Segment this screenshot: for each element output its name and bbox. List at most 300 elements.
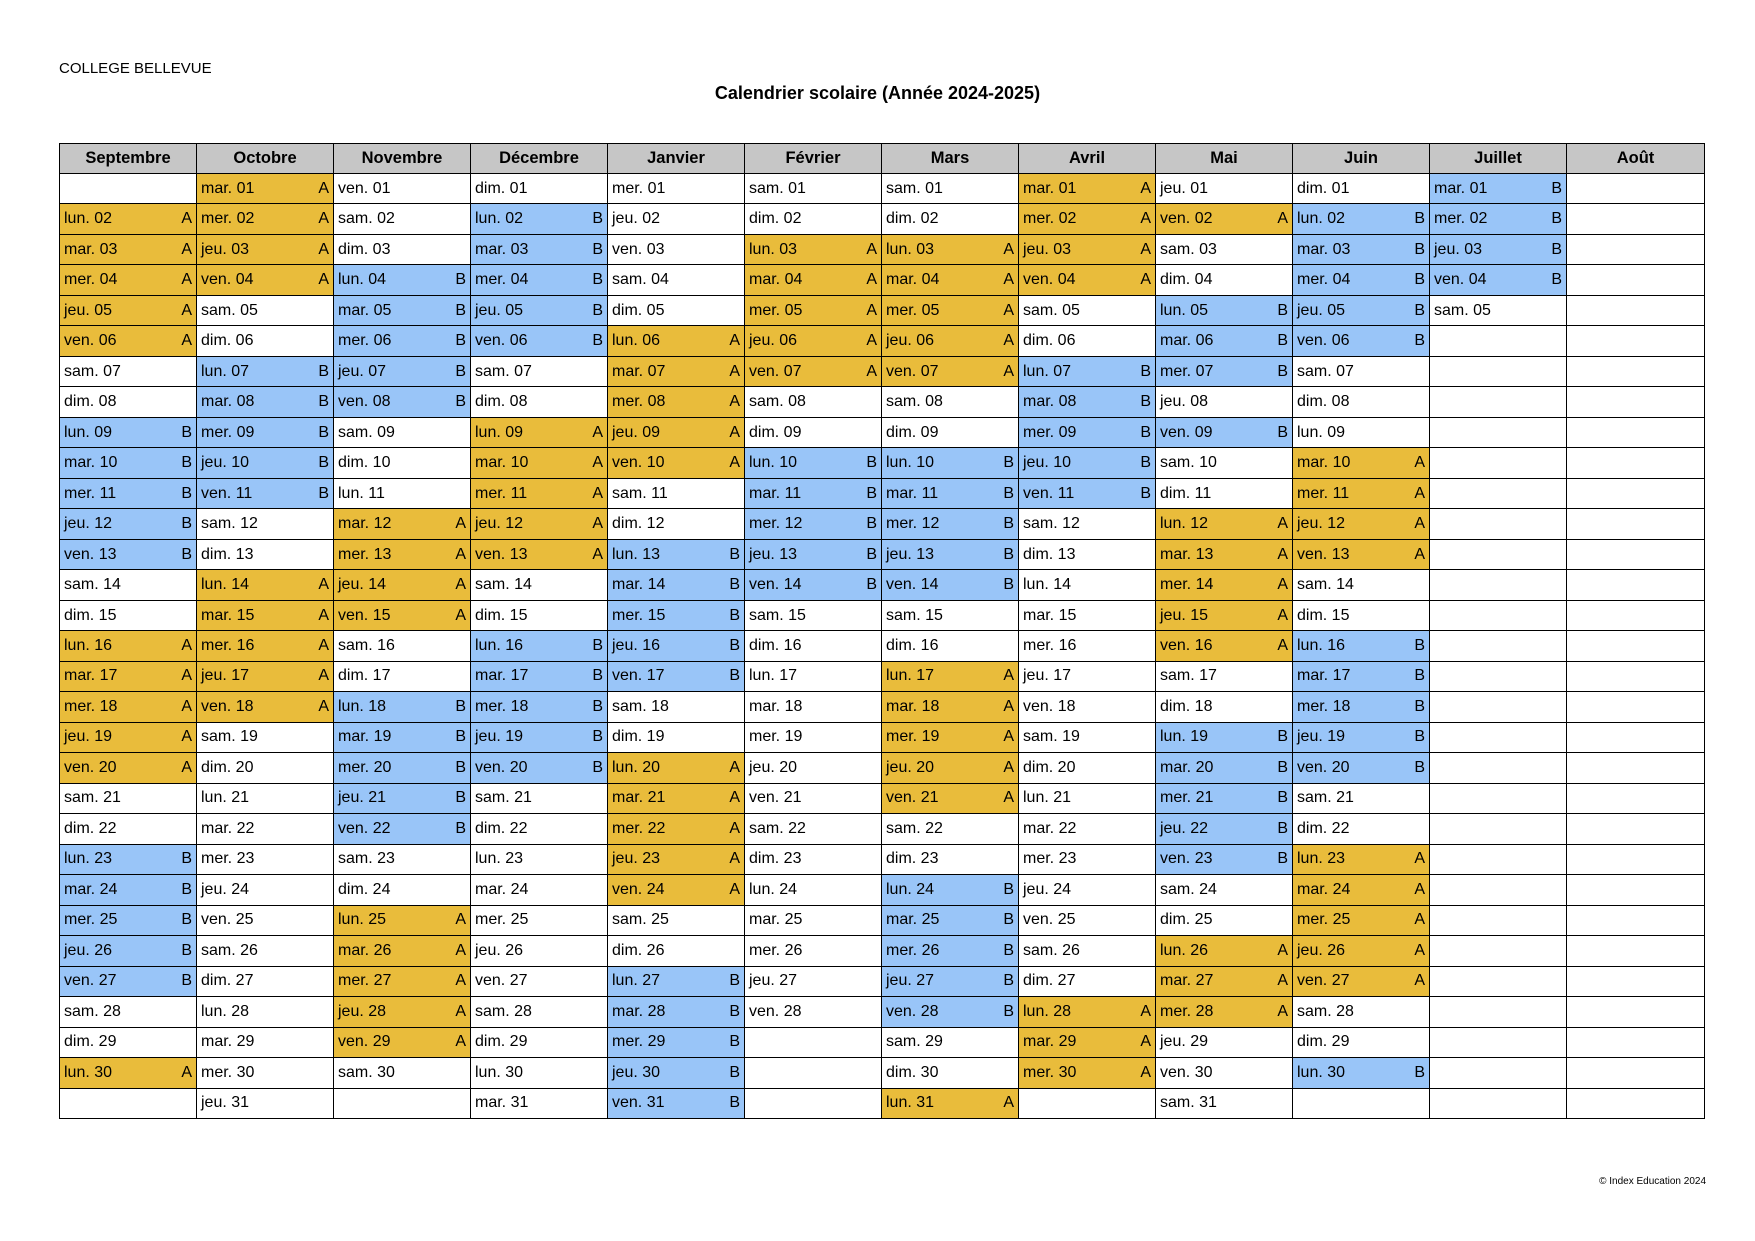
day-cell: [745, 936, 882, 966]
day-cell: [334, 326, 471, 356]
day-cell: [1019, 997, 1156, 1027]
day-cell: [1293, 174, 1430, 204]
day-cell: [1430, 509, 1567, 539]
day-cell: [471, 326, 608, 356]
day-cell: [1430, 845, 1567, 875]
day-label: mar. 11: [886, 484, 939, 502]
day-label: sam. 08: [749, 393, 806, 411]
day-cell: [1567, 265, 1705, 295]
week-letter: B: [1414, 240, 1425, 258]
day-cell: [882, 418, 1019, 448]
day-label: jeu. 27: [749, 972, 798, 990]
day-cell: [1156, 1089, 1293, 1119]
week-letter: A: [1414, 911, 1425, 929]
day-cell: [197, 326, 334, 356]
day-cell: [197, 265, 334, 295]
day-cell: [1430, 662, 1567, 692]
week-letter: A: [455, 576, 466, 594]
week-letter: A: [1414, 850, 1425, 868]
day-label: mar. 15: [1023, 606, 1077, 624]
day-label: mar. 01: [1023, 179, 1077, 197]
day-cell: [1567, 723, 1705, 753]
day-label: mar. 10: [64, 454, 118, 472]
day-label: sam. 10: [1160, 454, 1217, 472]
day-cell: [745, 845, 882, 875]
day-cell: [1430, 1058, 1567, 1088]
week-letter: A: [455, 545, 466, 563]
day-cell: [1567, 540, 1705, 570]
day-label: mer. 07: [1160, 362, 1214, 380]
week-letter: A: [1003, 362, 1014, 380]
day-label: mer. 29: [612, 1033, 666, 1051]
day-cell: [60, 1058, 197, 1088]
day-label: sam. 15: [749, 606, 806, 624]
day-cell: [60, 357, 197, 387]
day-label: mer. 23: [1023, 850, 1077, 868]
day-label: lun. 02: [64, 210, 113, 228]
day-cell: [882, 204, 1019, 234]
week-letter: B: [181, 972, 192, 990]
week-letter: A: [455, 972, 466, 990]
week-letter: B: [1277, 789, 1288, 807]
week-letter: B: [1414, 332, 1425, 350]
day-label: ven. 06: [64, 332, 117, 350]
day-cell: [882, 997, 1019, 1027]
day-label: jeu. 01: [1160, 179, 1209, 197]
day-label: dim. 29: [64, 1033, 117, 1051]
week-letter: A: [1414, 880, 1425, 898]
day-cell: [1430, 418, 1567, 448]
week-letter: B: [1003, 941, 1014, 959]
day-label: dim. 29: [1297, 1033, 1350, 1051]
day-cell: [1430, 601, 1567, 631]
month-column: [608, 144, 745, 1119]
day-cell: [1293, 479, 1430, 509]
day-label: sam. 05: [1434, 301, 1491, 319]
day-cell: [745, 265, 882, 295]
day-label: lun. 26: [1160, 941, 1209, 959]
day-cell: [882, 814, 1019, 844]
day-label: lun. 21: [201, 789, 250, 807]
day-cell: [882, 906, 1019, 936]
day-cell: [882, 1089, 1019, 1119]
week-letter: A: [1277, 545, 1288, 563]
day-label: dim. 16: [749, 637, 802, 654]
day-label: ven. 04: [201, 271, 254, 289]
day-cell: [1430, 448, 1567, 478]
day-label: ven. 28: [749, 1002, 802, 1020]
day-label: dim. 04: [1160, 271, 1213, 289]
day-cell: [608, 997, 745, 1027]
week-letter: B: [592, 332, 603, 350]
week-letter: B: [181, 484, 192, 502]
day-label: sam. 05: [1023, 301, 1080, 319]
day-cell: [1156, 906, 1293, 936]
day-cell: [60, 631, 197, 661]
day-label: ven. 14: [886, 576, 939, 594]
day-label: mar. 18: [886, 697, 940, 715]
week-letter: B: [181, 515, 192, 533]
week-letter: B: [866, 454, 877, 472]
week-letter: A: [1414, 515, 1425, 533]
day-cell: [1293, 1028, 1430, 1058]
day-label: mer. 27: [338, 972, 392, 990]
day-cell: [1293, 875, 1430, 905]
day-cell: [1019, 1089, 1156, 1119]
day-cell: [1567, 845, 1705, 875]
day-cell: [745, 509, 882, 539]
day-label: ven. 17: [612, 667, 665, 685]
month-column: [1567, 144, 1705, 1119]
day-label: jeu. 06: [749, 332, 798, 350]
day-label: jeu. 12: [475, 515, 524, 533]
day-label: dim. 13: [1023, 545, 1076, 563]
day-cell: [1019, 479, 1156, 509]
day-cell: [1019, 601, 1156, 631]
day-label: mer. 30: [201, 1063, 255, 1081]
day-cell: [471, 753, 608, 783]
week-letter: A: [318, 637, 329, 654]
day-cell: [60, 479, 197, 509]
day-label: ven. 14: [749, 576, 802, 594]
day-cell: [608, 540, 745, 570]
week-letter: B: [455, 332, 466, 350]
day-cell: [882, 601, 1019, 631]
copyright-notice: © Index Education 2024: [1599, 1176, 1706, 1187]
week-letter: B: [1003, 484, 1014, 502]
day-cell: [1019, 448, 1156, 478]
day-cell: [745, 1058, 882, 1088]
week-letter: B: [1140, 484, 1151, 502]
week-letter: B: [592, 301, 603, 319]
day-cell: [1293, 540, 1430, 570]
day-label: dim. 23: [886, 850, 939, 868]
week-letter: A: [729, 850, 740, 868]
day-label: mar. 22: [201, 819, 255, 837]
week-letter: B: [592, 758, 603, 776]
day-cell: [197, 235, 334, 265]
day-cell: [608, 479, 745, 509]
day-label: dim. 13: [201, 545, 254, 563]
month-column: [882, 144, 1019, 1119]
day-label: ven. 18: [1023, 697, 1076, 715]
day-label: dim. 26: [612, 941, 665, 959]
day-label: lun. 10: [749, 454, 798, 472]
day-label: sam. 07: [64, 362, 121, 380]
day-cell: [745, 814, 882, 844]
day-cell: [471, 784, 608, 814]
day-cell: [1019, 662, 1156, 692]
day-label: mer. 15: [612, 606, 666, 624]
day-cell: [1293, 1089, 1430, 1119]
week-letter: A: [1277, 972, 1288, 990]
day-cell: [608, 1089, 745, 1119]
day-cell: [745, 875, 882, 905]
day-cell: [1293, 997, 1430, 1027]
week-letter: A: [592, 545, 603, 563]
week-letter: B: [866, 545, 877, 563]
day-cell: [60, 265, 197, 295]
day-label: sam. 21: [1297, 789, 1354, 807]
day-cell: [1293, 845, 1430, 875]
day-label: mar. 12: [338, 515, 392, 533]
day-cell: [608, 875, 745, 905]
week-letter: A: [1140, 179, 1151, 197]
day-label: lun. 25: [338, 911, 387, 929]
day-cell: [1293, 906, 1430, 936]
day-label: mer. 05: [886, 301, 940, 319]
week-letter: A: [181, 728, 192, 746]
day-cell: [334, 540, 471, 570]
day-cell: [745, 997, 882, 1027]
day-label: sam. 12: [201, 515, 258, 533]
week-letter: A: [1003, 667, 1014, 685]
week-letter: A: [729, 332, 740, 350]
week-letter: B: [181, 911, 192, 929]
day-cell: [1430, 204, 1567, 234]
day-label: mer. 19: [886, 728, 940, 746]
day-cell: [334, 204, 471, 234]
day-cell: [197, 296, 334, 326]
day-cell: [1567, 692, 1705, 722]
day-label: mer. 06: [338, 332, 392, 350]
week-letter: A: [1277, 1002, 1288, 1020]
day-label: dim. 08: [1297, 393, 1350, 411]
day-cell: [1293, 1058, 1430, 1088]
day-cell: [1293, 723, 1430, 753]
day-cell: [471, 448, 608, 478]
day-label: mar. 24: [475, 880, 529, 898]
day-label: sam. 30: [338, 1063, 395, 1081]
day-label: ven. 04: [1023, 271, 1076, 289]
day-label: mer. 25: [64, 911, 118, 929]
week-letter: B: [592, 697, 603, 715]
day-label: dim. 22: [1297, 819, 1350, 837]
day-cell: [197, 1028, 334, 1058]
day-label: dim. 15: [1297, 606, 1350, 624]
day-label: ven. 25: [1023, 911, 1076, 929]
day-label: jeu. 17: [201, 667, 250, 685]
day-cell: [471, 387, 608, 417]
day-label: mar. 17: [1297, 667, 1351, 685]
week-letter: B: [1003, 576, 1014, 594]
week-letter: B: [592, 271, 603, 289]
day-cell: [1293, 204, 1430, 234]
day-cell: [1567, 753, 1705, 783]
school-name: COLLEGE BELLEVUE: [59, 60, 212, 77]
day-label: ven. 27: [64, 972, 117, 990]
day-cell: [1430, 936, 1567, 966]
week-letter: A: [1414, 941, 1425, 959]
day-cell: [1019, 1058, 1156, 1088]
day-cell: [60, 204, 197, 234]
week-letter: A: [455, 1002, 466, 1020]
school-calendar-grid: [59, 143, 1705, 1119]
day-label: mar. 29: [1023, 1033, 1077, 1051]
day-cell: [745, 662, 882, 692]
day-label: dim. 11: [1160, 484, 1212, 502]
day-cell: [1019, 540, 1156, 570]
day-label: lun. 24: [749, 880, 798, 898]
day-cell: [1430, 1028, 1567, 1058]
week-letter: A: [181, 210, 192, 228]
day-label: lun. 09: [475, 423, 524, 441]
day-label: jeu. 19: [64, 728, 113, 746]
week-letter: A: [1003, 271, 1014, 289]
day-label: ven. 18: [201, 697, 254, 715]
week-letter: B: [1277, 819, 1288, 837]
week-letter: A: [1140, 271, 1151, 289]
day-cell: [471, 1058, 608, 1088]
week-letter: A: [866, 362, 877, 380]
week-letter: B: [1414, 728, 1425, 746]
day-cell: [334, 357, 471, 387]
day-label: mer. 14: [1160, 576, 1214, 594]
month-column: [1293, 144, 1430, 1119]
week-letter: B: [1003, 515, 1014, 533]
week-letter: B: [455, 758, 466, 776]
day-cell: [882, 326, 1019, 356]
day-label: mer. 11: [1297, 484, 1350, 502]
day-cell: [1019, 936, 1156, 966]
day-cell: [745, 631, 882, 661]
week-letter: B: [1277, 850, 1288, 868]
day-label: lun. 03: [886, 240, 935, 258]
week-letter: B: [1140, 393, 1151, 411]
day-label: ven. 20: [64, 758, 117, 776]
day-label: jeu. 31: [201, 1094, 250, 1112]
week-letter: B: [729, 1094, 740, 1112]
day-cell: [608, 265, 745, 295]
day-label: lun. 30: [64, 1063, 113, 1081]
day-cell: [1430, 906, 1567, 936]
day-cell: [745, 326, 882, 356]
day-label: sam. 07: [475, 362, 532, 380]
day-label: lun. 04: [338, 271, 387, 289]
day-cell: [1019, 753, 1156, 783]
week-letter: A: [1277, 576, 1288, 594]
day-label: mar. 04: [886, 271, 940, 289]
day-label: mer. 23: [201, 850, 255, 868]
day-label: dim. 02: [886, 210, 939, 228]
day-label: jeu. 02: [612, 210, 661, 228]
week-letter: B: [592, 667, 603, 685]
day-cell: [197, 601, 334, 631]
week-letter: A: [1140, 210, 1151, 228]
day-cell: [1019, 204, 1156, 234]
day-cell: [608, 357, 745, 387]
day-label: mar. 21: [612, 789, 666, 807]
day-label: jeu. 23: [612, 850, 661, 868]
day-label: jeu. 10: [201, 454, 250, 472]
week-letter: B: [1414, 637, 1425, 654]
week-letter: A: [1277, 606, 1288, 624]
day-label: mer. 26: [749, 941, 803, 959]
day-label: mer. 22: [612, 819, 666, 837]
page-title: Calendrier scolaire (Année 2024-2025): [714, 83, 1041, 103]
day-cell: [334, 174, 471, 204]
week-letter: A: [1414, 454, 1425, 472]
day-cell: [471, 509, 608, 539]
day-cell: [1293, 936, 1430, 966]
day-cell: [334, 570, 471, 600]
week-letter: B: [318, 362, 329, 380]
day-cell: [1567, 936, 1705, 966]
day-label: mar. 10: [475, 454, 529, 472]
week-letter: A: [1140, 1033, 1151, 1051]
week-letter: A: [181, 271, 192, 289]
day-cell: [882, 875, 1019, 905]
day-cell: [334, 845, 471, 875]
day-cell: [471, 235, 608, 265]
day-label: sam. 21: [64, 789, 121, 807]
day-cell: [1019, 692, 1156, 722]
day-label: lun. 30: [475, 1063, 524, 1081]
day-label: ven. 23: [1160, 850, 1213, 868]
week-letter: A: [455, 515, 466, 533]
week-letter: A: [1003, 758, 1014, 776]
day-cell: [197, 509, 334, 539]
day-cell: [1430, 967, 1567, 997]
day-label: mar. 08: [1023, 393, 1077, 411]
day-label: ven. 13: [475, 545, 528, 563]
day-cell: [882, 570, 1019, 600]
day-cell: [471, 936, 608, 966]
day-label: sam. 12: [1023, 515, 1080, 533]
day-cell: [608, 936, 745, 966]
month-column: [1019, 144, 1156, 1119]
day-cell: [1156, 1058, 1293, 1088]
day-cell: [1019, 814, 1156, 844]
day-cell: [608, 967, 745, 997]
week-letter: B: [318, 423, 329, 441]
day-cell: [1293, 814, 1430, 844]
day-cell: [334, 479, 471, 509]
day-label: lun. 07: [201, 362, 250, 380]
week-letter: B: [1551, 271, 1562, 289]
week-letter: B: [1277, 362, 1288, 380]
week-letter: B: [1277, 332, 1288, 350]
day-label: lun. 11: [338, 484, 385, 502]
day-cell: [1019, 875, 1156, 905]
day-cell: [882, 936, 1019, 966]
day-cell: [60, 692, 197, 722]
day-cell: [1293, 509, 1430, 539]
day-cell: [1293, 265, 1430, 295]
week-letter: B: [1003, 454, 1014, 472]
day-label: jeu. 26: [1297, 941, 1346, 959]
day-cell: [1567, 601, 1705, 631]
day-label: sam. 18: [612, 697, 669, 715]
week-letter: B: [455, 789, 466, 807]
day-label: mer. 04: [1297, 271, 1351, 289]
day-label: ven. 20: [475, 758, 528, 776]
week-letter: B: [181, 850, 192, 868]
day-cell: [1019, 235, 1156, 265]
day-label: sam. 14: [64, 576, 121, 594]
day-cell: [1019, 326, 1156, 356]
day-cell: [1293, 418, 1430, 448]
day-cell: [882, 448, 1019, 478]
day-cell: [1430, 326, 1567, 356]
week-letter: B: [729, 1002, 740, 1020]
day-cell: [471, 1028, 608, 1058]
day-cell: [1156, 448, 1293, 478]
day-label: jeu. 29: [1160, 1033, 1209, 1051]
day-label: lun. 09: [1297, 423, 1346, 441]
day-cell: [1430, 387, 1567, 417]
day-label: sam. 04: [612, 271, 669, 289]
